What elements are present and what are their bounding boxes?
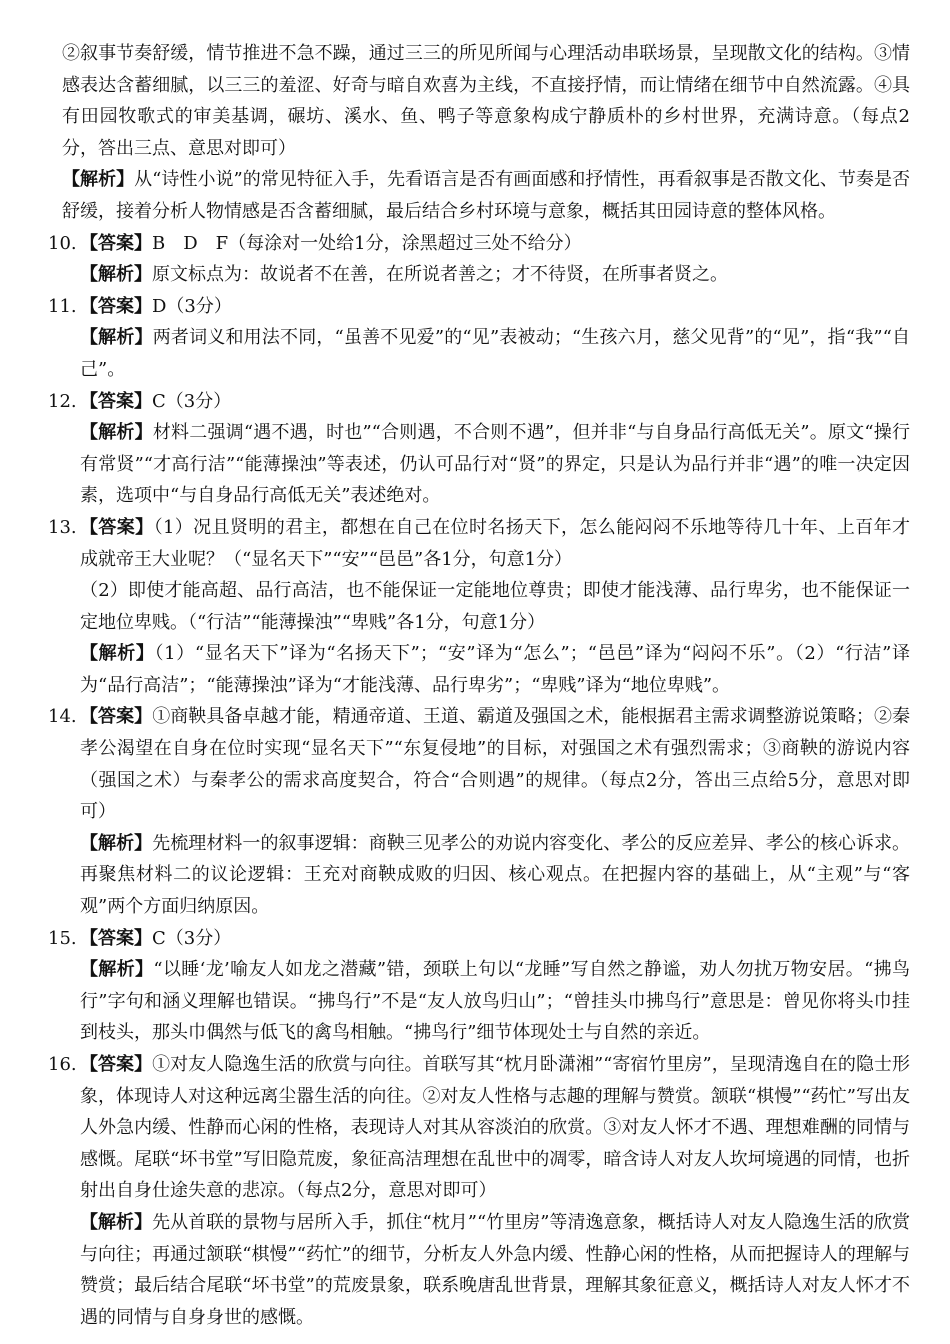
question-14 <box>48 701 911 922</box>
analysis-line <box>80 954 910 1049</box>
answer-line-2 <box>80 575 910 638</box>
answer-line <box>80 923 910 955</box>
question-16 <box>48 1049 910 1333</box>
answer-tag: 【答案】 <box>80 1054 153 1075</box>
answer-text: C（3分） <box>152 390 232 412</box>
answer-text: D（3分） <box>152 295 232 317</box>
analysis-text: “以睡‘龙’喻友人如龙之潜藏”错，颈联上句以“龙睡”写自然之静谧，劝人勿扰万物安居。“拂鸟行”字句和涵义理解也错误。“拂鸟行”不是“友人放鸟归山”；“曾挂头巾拂鸟行”意思是：曾见你将头巾挂到枝头，那头巾偶然与低飞的禽鸟相触。“拂鸟行”细节体现处士与自然的亲近。 <box>80 959 911 1044</box>
answer-tag: 【答案】 <box>80 516 154 538</box>
answer-text: ①商鞅具备卓越才能，精通帝道、王道、霸道及强国之术，能根据君主需求调整游说策略；②秦孝公渴望在自身在位时实现“显名天下”“东复侵地”的目标，对强国之术有强烈需求；③商鞅的游说内容（强国之术）与秦孝公的需求高度契合，符合“合则遇”的规律。（每点2分，答出三点给5分，意思对即可） <box>80 706 911 823</box>
continued-answer <box>62 38 910 164</box>
analysis-text: 先梳理材料一的叙事逻辑：商鞅三见孝公的劝说内容变化、孝公的反应差异、孝公的核心诉求。再聚焦材料二的议论逻辑：王充对商鞅成败的归因、核心观点。在把握内容的基础上，从“主观”与“客观”两个方面归纳原因。 <box>80 832 911 918</box>
continued-analysis <box>62 164 910 227</box>
answer-line <box>80 512 910 575</box>
answer-tag: 【答案】 <box>80 390 152 412</box>
analysis-text: 材料二强调“遇不遇，时也”“合则遇，不合则不遇”，但并非“与自身品行高低无关”。原文“操行有常贤”“才高行洁”“能薄操浊”等表述，仍认可品行对“贤”的界定，只是认为品行并非“遇”的唯一决定因素，选项中“与自身品行高低无关”表述绝对。 <box>80 422 911 507</box>
answer-line <box>80 386 910 418</box>
answer-tag: 【答案】 <box>80 232 152 254</box>
question-11 <box>48 291 910 386</box>
analysis-tag: 【解析】 <box>62 169 135 191</box>
answer-line <box>80 701 910 827</box>
question-number: 11. <box>48 295 77 317</box>
question-number: 15. <box>48 927 77 949</box>
question-10 <box>48 228 910 291</box>
analysis-text: （1）“显名天下”译为“名扬天下”；“安”译为“怎么”；“邑邑”译为“闷闷不乐”。（2）“行洁”译为“品行高洁”；“能薄操浊”译为“才能浅薄、品行卑劣”；“卑贱”译为“地位卑贱”。 <box>80 643 911 696</box>
answer-tag: 【答案】 <box>80 927 152 949</box>
analysis-line <box>80 828 910 923</box>
question-15 <box>48 923 911 1049</box>
analysis-text: 原文标点为：故说者不在善，在所说者善之；才不待贤，在所事者贤之。 <box>152 264 728 286</box>
analysis-line <box>80 322 910 385</box>
answer-tag: 【答案】 <box>80 295 152 317</box>
question-number: 13. <box>48 516 77 538</box>
question-number: 12. <box>48 390 77 412</box>
analysis-tag: 【解析】 <box>80 832 153 854</box>
analysis-line <box>80 638 910 701</box>
analysis-tag: 【解析】 <box>80 422 153 444</box>
analysis-text: 先从首联的景物与居所入手，抓住“枕月”“竹里房”等清逸意象，概括诗人对友人隐逸生活的欣赏与向往；再通过颔联“棋慢”“药忙”的细节，分析友人外急内缓、性静心闲的性格，从而把握诗人的理解与赞赏；最后结合尾联“坏书堂”的荒废景象，联系晚唐乱世背景，理解其象征意义，概括诗人对友人怀才不遇的同情与自身身世的感慨。 <box>80 1211 910 1328</box>
analysis-text: 从“诗性小说”的常见特征入手，先看语言是否有画面感和抒情性，再看叙事是否散文化、节奏是否舒缓，接着分析人物情感是否含蓄细腻，最后结合乡村环境与意象，概括其田园诗意的整体风格。 <box>62 169 910 222</box>
question-number: 10. <box>48 232 77 254</box>
question-13 <box>48 512 911 702</box>
analysis-line <box>80 1207 910 1333</box>
answer-line <box>80 228 910 260</box>
answer-text: C（3分） <box>152 927 232 949</box>
analysis-tag: 【解析】 <box>80 327 153 349</box>
question-12 <box>48 386 911 512</box>
question-number: 14. <box>48 706 77 728</box>
answer-text: B D F（每涂对一处给1分，涂黑超过三处不给分） <box>152 232 582 254</box>
answer-tag: 【答案】 <box>80 706 153 728</box>
answer-line <box>80 291 910 323</box>
continued-answer-text: ②叙事节奏舒缓，情节推进不急不躁，通过三三的所见所闻与心理活动串联场景，呈现散文化的结构。③情感表达含蓄细腻，以三三的羞涩、好奇与暗自欢喜为主线，不直接抒情，而让情绪在细节中自然流露。④具有田园牧歌式的审美基调，碾坊、溪水、鱼、鸭子等意象构成宁静质朴的乡村世界，充满诗意。（每点2分，答出三点、意思对即可） <box>62 43 910 159</box>
analysis-tag: 【解析】 <box>80 643 155 665</box>
analysis-line <box>80 259 910 291</box>
answer-text: ①对友人隐逸生活的欣赏与向往。首联写其“枕月卧潇湘”“寄宿竹里房”，呈现清逸自在的隐士形象，体现诗人对这种远离尘嚣生活的向往。②对友人性格与志趣的理解与赞赏。颔联“棋慢”“药忙”写出友人外急内缓、性静而心闲的性格，表现诗人对其从容淡泊的欣赏。③对友人怀才不遇、理想难酬的同情与感慨。尾联“坏书堂”写旧隐荒废，象征高洁理想在乱世中的凋零，暗含诗人对友人坎坷境遇的同情，也折射出自身仕途失意的悲凉。（每点2分，意思对即可） <box>80 1054 910 1202</box>
answer-line <box>80 1049 910 1207</box>
question-number: 16. <box>48 1054 77 1075</box>
analysis-tag: 【解析】 <box>80 1211 153 1233</box>
analysis-tag: 【解析】 <box>80 959 154 981</box>
analysis-line <box>80 417 910 512</box>
analysis-tag: 【解析】 <box>80 264 152 286</box>
answer-text-2: （2）即使才能高超、品行高洁，也不能保证一定能地位尊贵；即使才能浅薄、品行卑劣，也不能保证一定地位卑贱。（“行洁”“能薄操浊”“卑贱”各1分，句意1分） <box>80 580 910 633</box>
answer-text: （1）况且贤明的君主，都想在自己在位时名扬天下，怎么能闷闷不乐地等待几十年、上百年才成就帝王大业呢？（“显名天下”“安”“邑邑”各1分，句意1分） <box>80 516 910 570</box>
analysis-text: 两者词义和用法不同，“虽善不见爱”的“见”表被动；“生孩六月，慈父见背”的“见”，指“我”“自己”。 <box>80 327 910 380</box>
